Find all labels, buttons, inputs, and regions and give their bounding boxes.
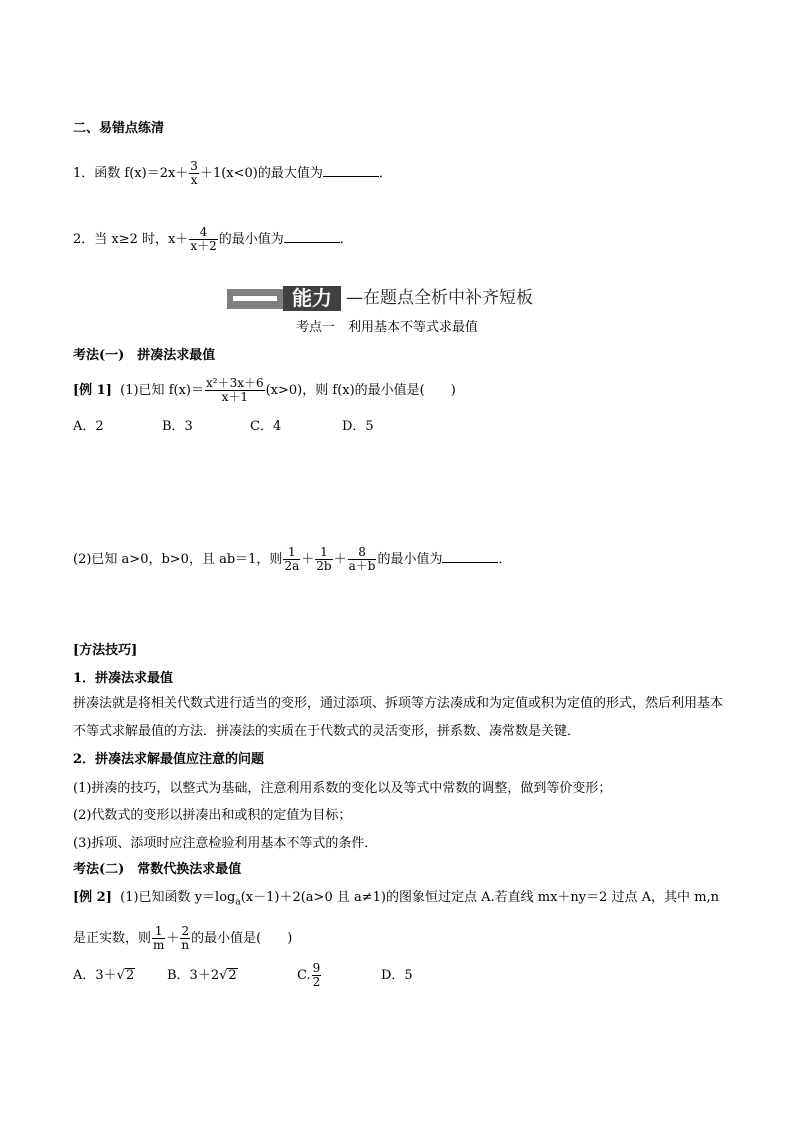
example-1-part-1 <box>73 377 456 404</box>
ex1-q2-plus-2: ＋ <box>333 552 347 567</box>
ex2-line1-a: (1)已知函数 y＝log <box>120 890 236 905</box>
ex2-frac-2 <box>180 925 190 952</box>
ex1-q2-f3-num: 8 <box>348 546 377 560</box>
q2-text-post: 的最小值为 <box>218 232 284 247</box>
ex2-opt-c-num: 9 <box>312 961 321 975</box>
ex2-f1-num: 1 <box>152 925 165 939</box>
example-2-line-1 <box>73 890 719 911</box>
tips-item-1: (1)拼凑的技巧，以整式为基础，注意利用系数的变化以及等式中常数的调整，做到等价变形； <box>73 781 612 796</box>
ex1-option-d: D．5 <box>342 419 374 434</box>
banner-decoration <box>227 289 283 309</box>
ex1-q2-plus-1: ＋ <box>301 552 315 567</box>
tips-paragraph-1 <box>73 696 723 746</box>
ex2-option-a: A．3＋√2 <box>73 968 135 983</box>
ex1-q1-pre: (1)已知 f(x)＝ <box>120 383 204 398</box>
tips-heading-2: 2．拼凑法求解最值应注意的问题 <box>73 752 265 767</box>
tips-title: [方法技巧] <box>73 643 138 658</box>
ex2-f1-den: m <box>153 938 165 952</box>
q1-answer-blank <box>323 164 379 177</box>
ex2-option-d: D．5 <box>381 968 413 983</box>
ex2-f2-den: n <box>181 938 190 952</box>
q2-fraction <box>189 226 217 253</box>
question-1 <box>73 160 392 187</box>
method-2-title: 考法(二) 常数代换法求最值 <box>73 862 242 877</box>
ex1-option-c: C．4 <box>250 419 282 434</box>
ex1-q2-f3-den: a＋b <box>348 559 376 573</box>
ex2-opt-c-den: 2 <box>312 975 321 989</box>
example-2-line-2 <box>73 925 292 952</box>
ex2-option-c <box>297 962 322 989</box>
example-1-tag: [例 1] <box>73 383 112 398</box>
q1-end: ． <box>378 166 392 181</box>
ex2-frac-1 <box>152 925 165 952</box>
q1-text-pre: 1．函数 f(x)＝2x＋ <box>73 166 189 181</box>
ex1-q2-answer-blank <box>442 550 498 563</box>
method-1-title: 考法(一) 拼凑法求最值 <box>73 348 216 363</box>
ex2-opt-c-pre: C. <box>297 968 311 983</box>
q1-text-post: ＋1(x<0)的最大值为 <box>199 166 323 181</box>
q1-frac-num: 3 <box>190 159 198 173</box>
ex2-line2-post: 的最小值是( ) <box>191 931 293 946</box>
q2-text-pre: 2．当 x≥2 时，x＋ <box>73 232 189 247</box>
ex1-q1-post: (x>0)，则 f(x)的最小值是( ) <box>265 383 456 398</box>
ex2-opt-a-pre: A．3＋ <box>73 968 117 983</box>
ex2-line1-b: (x－1)＋2(a>0 且 a≠1)的图象恒过定点 A.若直线 mx＋ny＝2 过点 A，其中 m,n <box>240 890 720 905</box>
ex1-q2-frac-1 <box>283 546 300 573</box>
section-heading: 二、易错点练清 <box>73 121 165 136</box>
question-2 <box>73 226 353 253</box>
q2-end: ． <box>339 232 353 247</box>
q2-answer-blank <box>284 230 340 243</box>
kaodian-title: 考点一 利用基本不等式求最值 <box>296 320 479 335</box>
q2-frac-num: 4 <box>189 226 217 240</box>
ex2-opt-a-radicand: 2 <box>125 968 135 983</box>
ex1-q1-fraction <box>205 377 265 404</box>
ex1-q2-f1-num: 1 <box>283 546 300 560</box>
q1-frac-den: x <box>190 173 198 187</box>
ex1-q2-f2-den: 2b <box>316 559 332 573</box>
ex2-opt-b-pre: B．3＋2 <box>167 968 220 983</box>
ex1-q2-f1-den: 2a <box>284 559 300 573</box>
ex1-q2-post: 的最小值为 <box>377 552 443 567</box>
ex1-q2-f2-num: 1 <box>315 546 332 560</box>
ex2-plus: ＋ <box>166 931 180 946</box>
tips-item-2: (2)代数式的变形以拼凑出和或积的定值为目标； <box>73 808 352 823</box>
tips-heading-1: 1．拼凑法求最值 <box>73 671 174 686</box>
ex1-q1-den: x＋1 <box>221 390 248 404</box>
ex2-line2-pre: 是正实数，则 <box>73 931 152 946</box>
ex1-q1-num: x²＋3x＋6 <box>205 376 264 390</box>
banner-subtitle: —在题点全析中补齐短板 <box>346 288 533 308</box>
ex2-opt-b-radicand: 2 <box>228 968 237 983</box>
ex1-q2-frac-3 <box>348 546 377 573</box>
ex2-opt-c-fraction <box>312 962 322 989</box>
ex1-q2-pre: (2)已知 a>0，b>0，且 ab＝1，则 <box>73 552 283 567</box>
ex1-q2-frac-2 <box>315 546 332 573</box>
ex1-option-a: A．2 <box>73 419 104 434</box>
ex1-option-b: B．3 <box>162 419 193 434</box>
q2-frac-den: x＋2 <box>190 239 217 253</box>
ex2-log-base: a <box>235 897 241 908</box>
q1-fraction <box>189 160 199 187</box>
tips-paragraph-1-text: 拼凑法就是将相关代数式进行适当的变形，通过添项、拆项等方法凑成和为定值或积为定值的形式，然后利用基本不等式求解最值的方法．拼凑法的实质在于代数式的灵活变形，拼系数、凑常数是关键． <box>73 696 724 739</box>
banner-label: 能力 <box>283 286 341 311</box>
ex1-q2-end: ． <box>498 552 512 567</box>
tips-item-3: (3)拆项、添项时应注意检验利用基本不等式的条件． <box>73 836 378 851</box>
ex2-option-b: B．3＋2√2 <box>167 968 237 983</box>
example-2-tag: [例 2] <box>73 890 112 905</box>
ex2-f2-num: 2 <box>181 924 190 938</box>
example-1-part-2 <box>73 546 511 573</box>
